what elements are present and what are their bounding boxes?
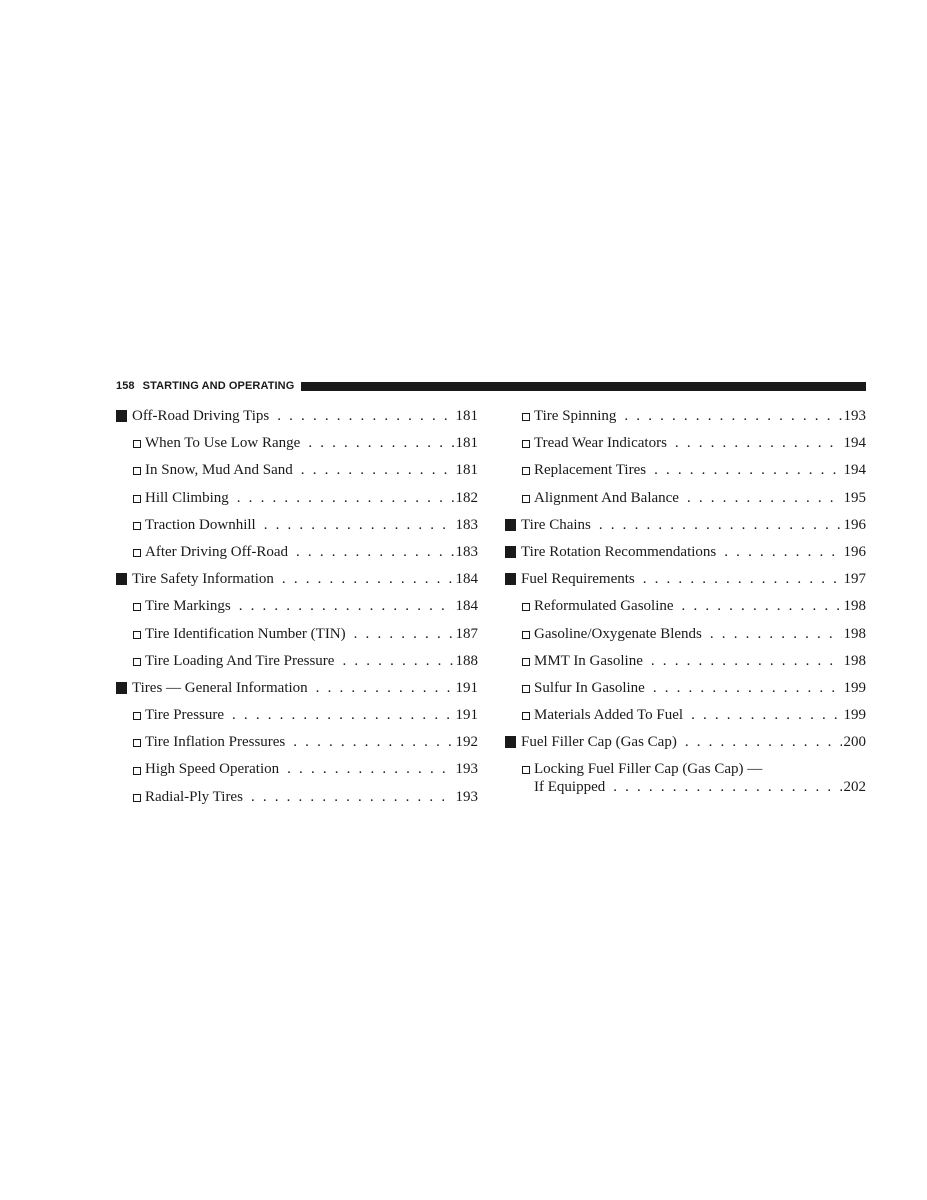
page-header bbox=[116, 379, 866, 393]
hollow-square-bullet-icon bbox=[522, 702, 534, 729]
toc-entry-page: 183 bbox=[455, 543, 478, 560]
toc-entry-title: After Driving Off-Road bbox=[145, 543, 289, 560]
toc-entry-page: 184 bbox=[455, 598, 478, 615]
header-rule bbox=[301, 382, 866, 391]
toc-entry[interactable] bbox=[116, 485, 478, 512]
toc-entry[interactable] bbox=[116, 648, 478, 675]
toc-entry[interactable] bbox=[505, 485, 866, 512]
toc-entry-title: Tire Identification Number (TIN) bbox=[145, 625, 346, 642]
toc-entry[interactable] bbox=[505, 566, 866, 593]
toc-entry[interactable] bbox=[116, 566, 478, 593]
dot-leader bbox=[316, 675, 454, 702]
toc-entry-page: 192 bbox=[455, 734, 478, 751]
toc-entry-page: 197 bbox=[843, 571, 866, 588]
toc-entry-title: Traction Downhill bbox=[145, 516, 256, 533]
dot-leader bbox=[653, 675, 842, 702]
toc-entry-title: Sulfur In Gasoline bbox=[534, 679, 645, 696]
toc-entry[interactable] bbox=[116, 457, 478, 484]
toc-entry-page: 183 bbox=[455, 516, 478, 533]
filled-square-bullet-icon bbox=[505, 512, 521, 539]
dot-leader bbox=[232, 702, 453, 729]
toc-entry-page: 181 bbox=[455, 435, 478, 452]
toc-entry[interactable] bbox=[116, 756, 478, 783]
dot-leader bbox=[613, 778, 841, 796]
toc-entry-title: Tire Safety Information bbox=[132, 571, 274, 588]
toc-entry-page: 198 bbox=[843, 598, 866, 615]
hollow-square-bullet-icon bbox=[133, 539, 145, 566]
dot-leader bbox=[599, 512, 842, 539]
toc-entry-title: MMT In Gasoline bbox=[534, 652, 643, 669]
filled-square-bullet-icon bbox=[505, 539, 521, 566]
toc-entry-title: In Snow, Mud And Sand bbox=[145, 462, 293, 479]
toc-entry-title: Replacement Tires bbox=[534, 462, 647, 479]
hollow-square-bullet-icon bbox=[133, 430, 145, 457]
toc-entry[interactable] bbox=[116, 675, 478, 702]
hollow-square-bullet-icon bbox=[522, 648, 534, 675]
dot-leader bbox=[654, 457, 841, 484]
toc-entry-title: Locking Fuel Filler Cap (Gas Cap) — bbox=[534, 761, 763, 778]
toc-entry-page: 181 bbox=[455, 462, 478, 479]
toc-entry-title: Fuel Filler Cap (Gas Cap) bbox=[521, 734, 677, 751]
toc-entry-page: 188 bbox=[455, 652, 478, 669]
toc-entry-page: 199 bbox=[843, 707, 866, 724]
toc-entry-page: 198 bbox=[843, 625, 866, 642]
dot-leader bbox=[710, 621, 842, 648]
toc-entry[interactable] bbox=[505, 648, 866, 675]
toc-entry[interactable] bbox=[116, 539, 478, 566]
dot-leader bbox=[239, 593, 454, 620]
toc-entry-title: Fuel Requirements bbox=[521, 571, 635, 588]
dot-leader bbox=[342, 648, 453, 675]
toc-entry-title: When To Use Low Range bbox=[145, 435, 301, 452]
toc-entry-page: 198 bbox=[843, 652, 866, 669]
toc-left-column bbox=[116, 403, 478, 811]
toc-entry-page: 193 bbox=[455, 761, 478, 778]
toc-entry-page: 194 bbox=[843, 462, 866, 479]
hollow-square-bullet-icon bbox=[522, 621, 534, 648]
dot-leader bbox=[687, 485, 842, 512]
dot-leader bbox=[354, 621, 454, 648]
toc-entry-title: Alignment And Balance bbox=[534, 489, 679, 506]
hollow-square-bullet-icon bbox=[522, 675, 534, 702]
hollow-square-bullet-icon bbox=[522, 403, 534, 430]
dot-leader bbox=[624, 403, 841, 430]
toc-entry-page: 196 bbox=[843, 516, 866, 533]
hollow-square-bullet-icon bbox=[133, 485, 145, 512]
dot-leader bbox=[651, 648, 842, 675]
toc-entry[interactable] bbox=[505, 539, 866, 566]
toc-entry-page: 199 bbox=[843, 679, 866, 696]
toc-entry[interactable] bbox=[505, 512, 866, 539]
hollow-square-bullet-icon bbox=[133, 648, 145, 675]
page-number: 158 bbox=[116, 380, 135, 392]
toc-entry-page: 194 bbox=[843, 435, 866, 452]
toc-entry-title: Tire Rotation Recommendations bbox=[521, 543, 717, 560]
toc-entry[interactable] bbox=[116, 702, 478, 729]
hollow-square-bullet-icon bbox=[133, 457, 145, 484]
toc-entry-page: 193 bbox=[455, 788, 478, 805]
toc-entry[interactable] bbox=[505, 756, 866, 796]
toc-entry-title: Tire Chains bbox=[521, 516, 591, 533]
toc-right-column bbox=[505, 403, 866, 796]
toc-entry[interactable] bbox=[505, 430, 866, 457]
toc-entry-page: 184 bbox=[455, 571, 478, 588]
toc-entry[interactable] bbox=[116, 621, 478, 648]
hollow-square-bullet-icon bbox=[133, 757, 145, 784]
toc-entry-title: Tire Spinning bbox=[534, 408, 617, 424]
filled-square-bullet-icon bbox=[505, 729, 521, 756]
toc-entry-title-continued: If Equipped bbox=[534, 779, 606, 796]
toc-entry[interactable] bbox=[116, 430, 478, 457]
dot-leader bbox=[277, 403, 453, 430]
hollow-square-bullet-icon bbox=[133, 702, 145, 729]
toc-entry-title: Tire Pressure bbox=[145, 707, 225, 724]
toc-entry[interactable] bbox=[505, 702, 866, 729]
dot-leader bbox=[682, 593, 842, 620]
toc-entry[interactable] bbox=[505, 621, 866, 648]
dot-leader bbox=[685, 729, 842, 756]
toc-entry-title: Gasoline/Oxygenate Blends bbox=[534, 625, 702, 642]
hollow-square-bullet-icon bbox=[133, 512, 145, 539]
filled-square-bullet-icon bbox=[116, 566, 132, 593]
toc-entry[interactable] bbox=[505, 403, 866, 430]
dot-leader bbox=[282, 566, 454, 593]
toc-entry-page: 193 bbox=[843, 408, 866, 424]
hollow-square-bullet-icon bbox=[133, 621, 145, 648]
toc-entry-page: 187 bbox=[455, 625, 478, 642]
hollow-square-bullet-icon bbox=[522, 485, 534, 512]
toc-entry-title: Off-Road Driving Tips bbox=[132, 408, 270, 424]
toc-entry-page: 182 bbox=[455, 489, 478, 506]
toc-entry[interactable] bbox=[505, 593, 866, 620]
filled-square-bullet-icon bbox=[116, 403, 132, 430]
dot-leader bbox=[308, 430, 453, 457]
toc-entry-title: Reformulated Gasoline bbox=[534, 598, 674, 615]
toc-entry-title: Radial-Ply Tires bbox=[145, 788, 243, 805]
toc-entry-title: Materials Added To Fuel bbox=[534, 707, 684, 724]
dot-leader bbox=[296, 539, 453, 566]
toc-entry-page: 200 bbox=[843, 734, 866, 751]
dot-leader bbox=[237, 485, 454, 512]
dot-leader bbox=[301, 457, 454, 484]
toc-entry[interactable] bbox=[116, 784, 478, 811]
toc-entry-page: 195 bbox=[843, 489, 866, 506]
dot-leader bbox=[293, 729, 453, 756]
dot-leader bbox=[264, 512, 454, 539]
toc-entry-title: Hill Climbing bbox=[145, 489, 229, 506]
dot-leader bbox=[251, 784, 454, 811]
hollow-square-bullet-icon bbox=[522, 593, 534, 620]
hollow-square-bullet-icon bbox=[133, 784, 145, 811]
toc-entry[interactable] bbox=[116, 403, 478, 430]
filled-square-bullet-icon bbox=[116, 675, 132, 702]
dot-leader bbox=[691, 702, 841, 729]
hollow-square-bullet-icon bbox=[522, 760, 534, 778]
toc-entry[interactable] bbox=[505, 729, 866, 756]
section-title: STARTING AND OPERATING bbox=[142, 380, 295, 392]
toc-entry[interactable] bbox=[505, 457, 866, 484]
toc-entry-title: Tire Inflation Pressures bbox=[145, 734, 286, 751]
hollow-square-bullet-icon bbox=[522, 457, 534, 484]
hollow-square-bullet-icon bbox=[133, 593, 145, 620]
dot-leader bbox=[643, 566, 842, 593]
toc-entry-title: Tire Markings bbox=[145, 598, 231, 615]
toc-entry-page: 181 bbox=[455, 408, 478, 424]
toc-entry[interactable] bbox=[116, 512, 478, 539]
filled-square-bullet-icon bbox=[505, 566, 521, 593]
toc-entry-title: Tires — General Information bbox=[132, 679, 308, 696]
dot-leader bbox=[287, 756, 453, 783]
dot-leader bbox=[724, 539, 841, 566]
toc-entry[interactable] bbox=[116, 593, 478, 620]
toc-entry[interactable] bbox=[116, 729, 478, 756]
toc-entry-title: High Speed Operation bbox=[145, 761, 280, 778]
hollow-square-bullet-icon bbox=[522, 430, 534, 457]
toc-entry[interactable] bbox=[505, 675, 866, 702]
toc-entry-page: 202 bbox=[843, 779, 866, 796]
toc-entry-title: Tire Loading And Tire Pressure bbox=[145, 652, 335, 669]
toc-entry-page: 191 bbox=[455, 707, 478, 724]
toc-entry-page: 191 bbox=[455, 679, 478, 696]
dot-leader bbox=[675, 430, 842, 457]
toc-entry-title: Tread Wear Indicators bbox=[534, 435, 667, 452]
hollow-square-bullet-icon bbox=[133, 729, 145, 756]
toc-entry-page: 196 bbox=[843, 543, 866, 560]
